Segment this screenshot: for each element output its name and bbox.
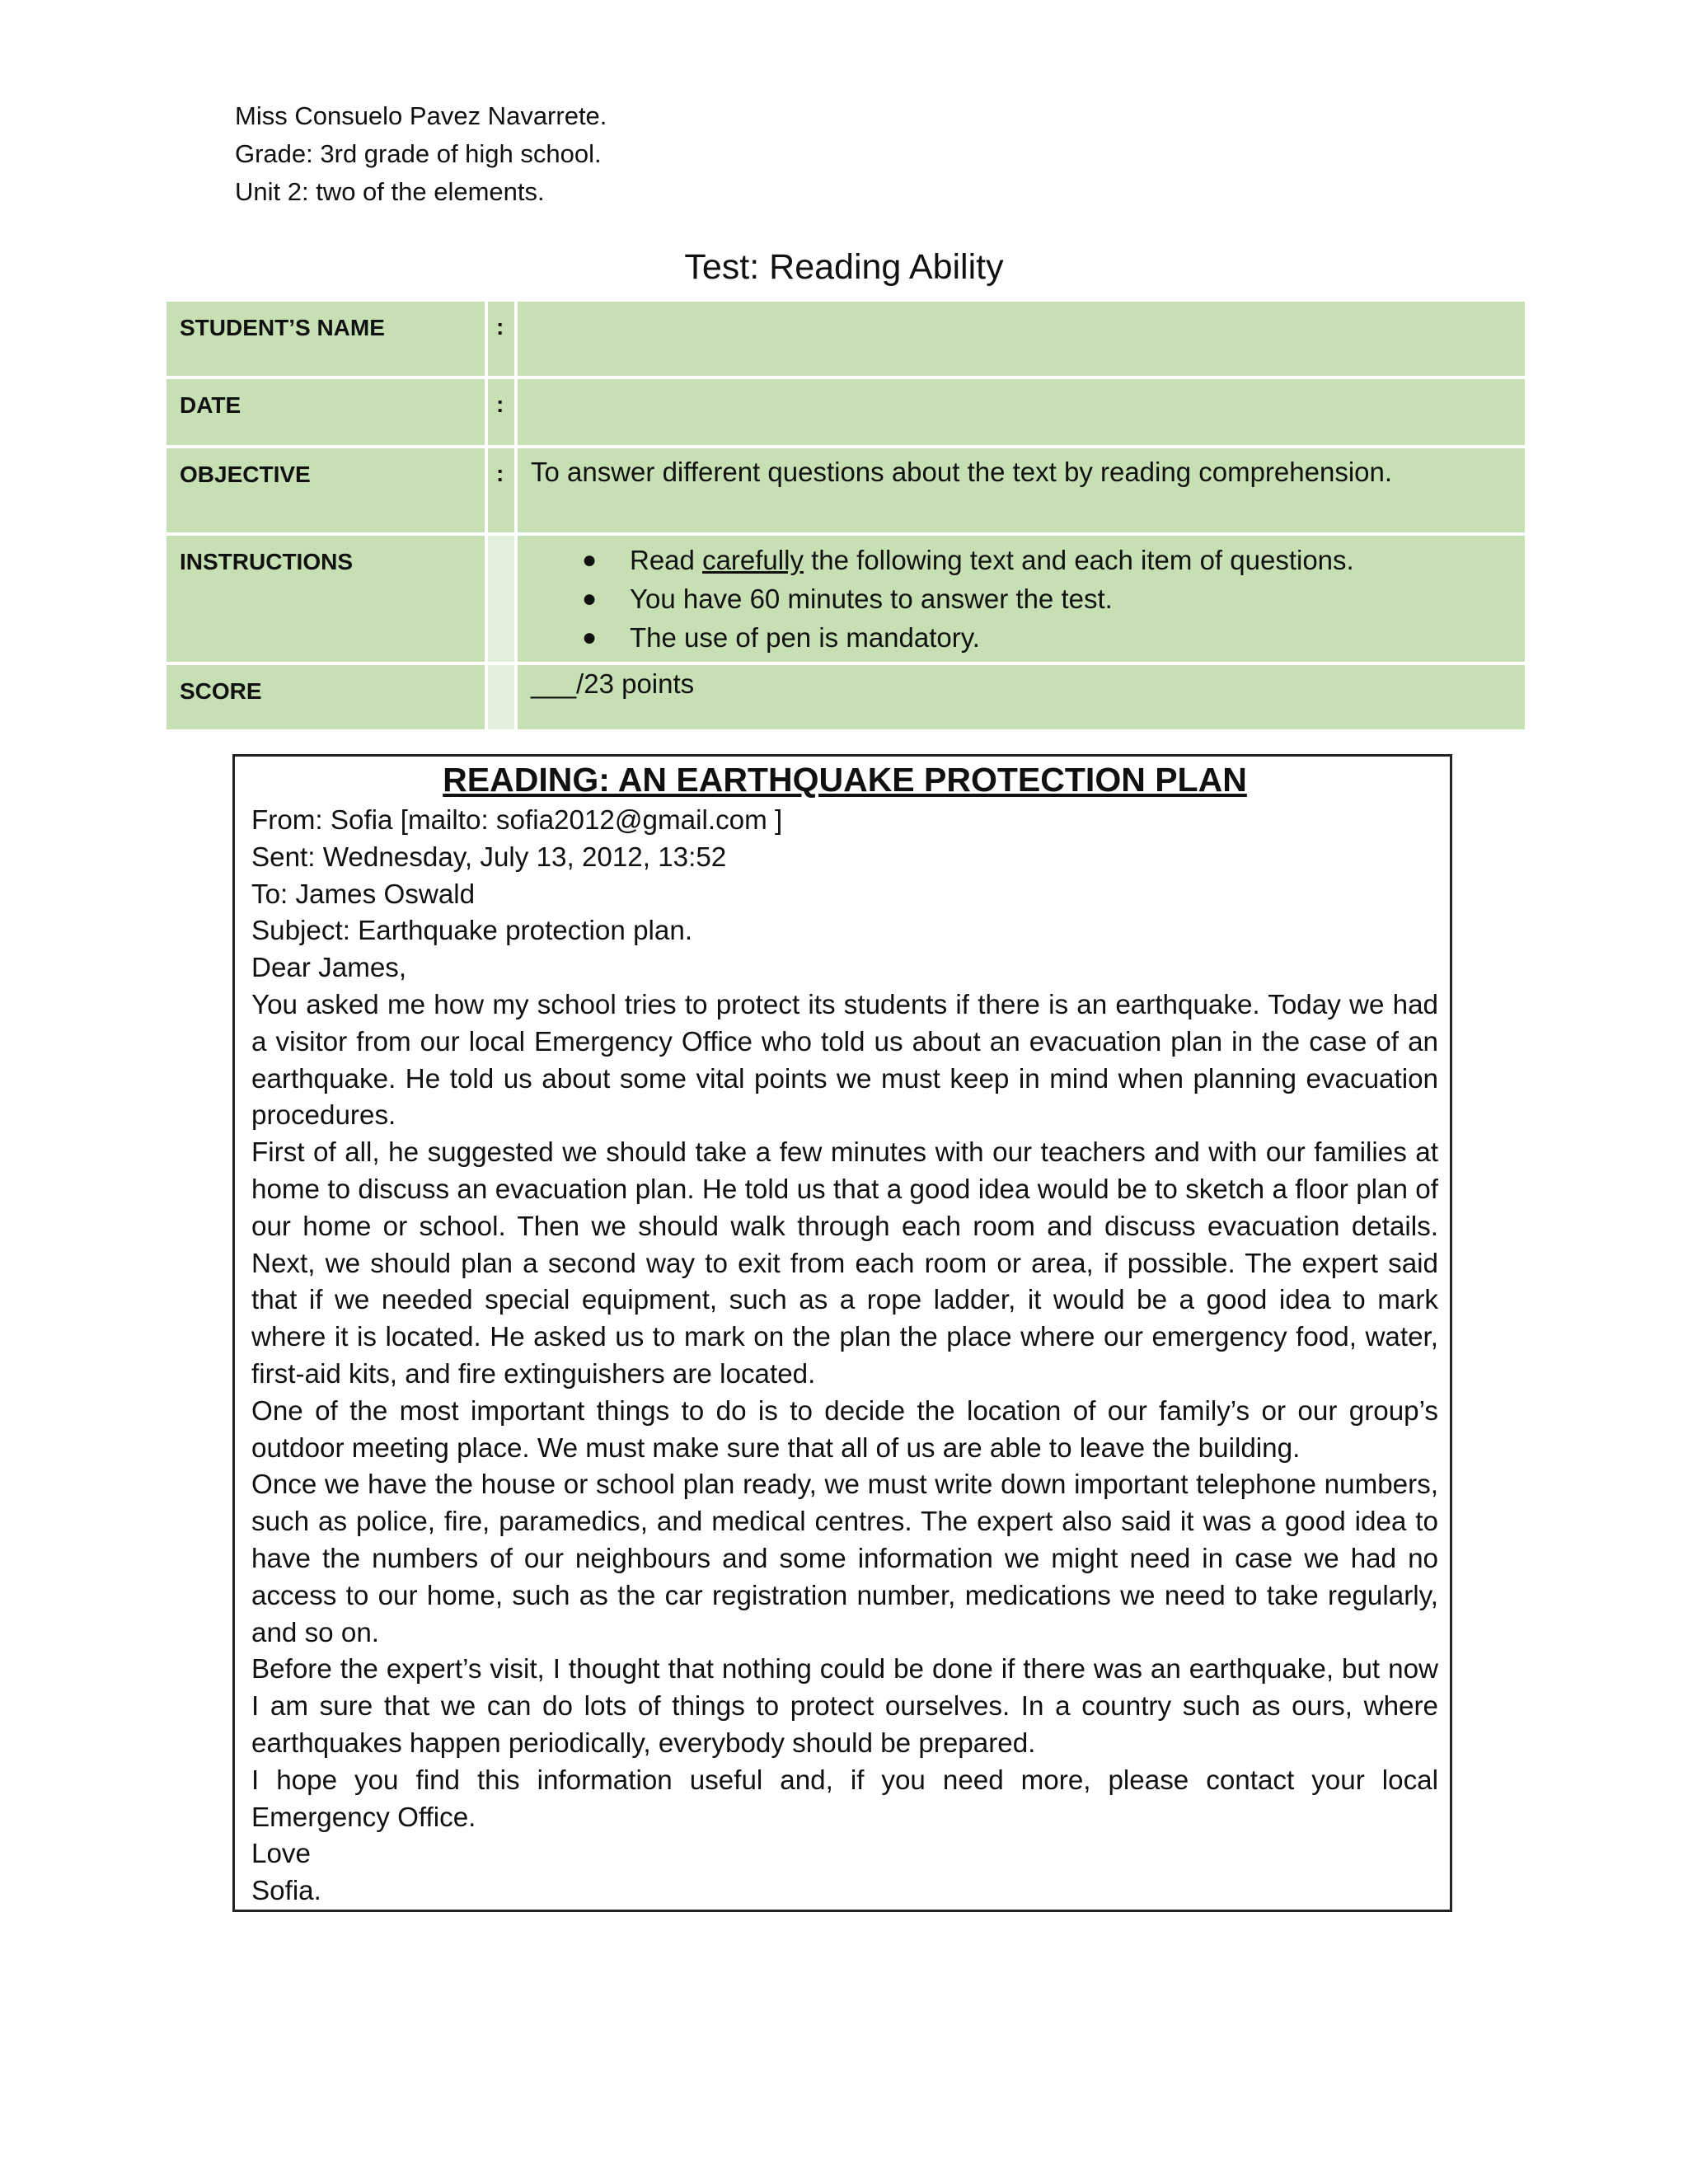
- reading-title: READING: AN EARTHQUAKE PROTECTION PLAN: [443, 761, 1247, 799]
- email-to: To: James Oswald: [251, 879, 476, 910]
- student-name-row: [166, 302, 1525, 376]
- score-field: ___/23 points: [518, 665, 1525, 729]
- paragraph: You asked me how my school tries to protect its students if there is an earthquake. Today we had a visitor from our local Emergency Office who told us about an evacuation plan in the case of an earthquake. He told us about some vital points we must keep in mind when planning evacuation procedures.: [251, 989, 1438, 1132]
- objective-text: To answer different questions about the text by reading comprehension.: [518, 448, 1525, 532]
- colon-separator-empty: [488, 536, 514, 662]
- instructions-list: [531, 541, 1512, 657]
- colon-separator: :: [488, 302, 514, 376]
- email-closing: Love: [251, 1839, 311, 1870]
- list-item: ● The use of pen is mandatory.: [630, 618, 1512, 657]
- score-label: SCORE: [166, 665, 485, 729]
- paragraph: Once we have the house or school plan ready, we must write down important telephone numbers, such as police, fire, paramedics, and medical centres. The expert also said it was a good idea to have the numbers of our neighbours and some information we might need in case we had no access to our home, such as the car registration number, medications we need to take regularly, and so on.: [251, 1469, 1438, 1648]
- objective-label: OBJECTIVE: [166, 448, 485, 532]
- instructions-row: [166, 536, 1525, 662]
- colon-separator: :: [488, 448, 514, 532]
- emphasis-carefully: carefully: [702, 545, 804, 575]
- objective-row: [166, 448, 1525, 532]
- email-sent: Sent: Wednesday, July 13, 2012, 13:52: [251, 841, 727, 873]
- date-field[interactable]: [518, 379, 1525, 445]
- paragraph: I hope you find this information useful and, if you need more, please contact your local Emergency Office.: [251, 1765, 1438, 1833]
- colon-separator-empty: [488, 665, 514, 729]
- bullet-icon: ●: [582, 546, 598, 574]
- student-name-field[interactable]: [518, 302, 1525, 376]
- teacher-name: Miss Consuelo Pavez Navarrete.: [235, 101, 607, 130]
- paragraph: One of the most important things to do is to decide the location of our family’s or our group’s outdoor meeting place. We must make sure that all of us are able to leave the building.: [251, 1395, 1438, 1464]
- instructions-cell: [518, 536, 1525, 662]
- date-row: [166, 379, 1525, 445]
- bullet-icon: ●: [582, 624, 598, 651]
- list-item: ● Read carefully the following text and each item of questions.: [630, 541, 1512, 579]
- email-from: From: Sofia [mailto: sofia2012@gmail.com ]: [251, 805, 783, 836]
- test-title: Test: Reading Ability: [684, 247, 1004, 287]
- email-greeting: Dear James,: [251, 953, 407, 984]
- instructions-label: INSTRUCTIONS: [166, 536, 485, 662]
- paragraph: Before the expert’s visit, I thought that nothing could be done if there was an earthquake, but now I am sure that we can do lots of things to protect ourselves. In a country such as ours, where earthquakes happen periodically, everybody should be prepared.: [251, 1654, 1438, 1759]
- bullet-icon: ●: [582, 585, 598, 612]
- colon-separator: :: [488, 379, 514, 445]
- student-info-table: [163, 298, 1528, 733]
- student-name-label: STUDENT’S NAME: [166, 302, 485, 376]
- score-row: [166, 665, 1525, 729]
- paragraph: First of all, he suggested we should take a few minutes with our teachers and with our families at home to discuss an evacuation plan. He told us that a good idea would be to sketch a floor plan of our home or school. Then we should walk through each room and discuss evacuation details. Next, we should plan a second way to exit from each room or area, if possible. The expert said that if we needed special equipment, such as a rope ladder, it would be a good idea to mark where it is located. He asked us to mark on the plan the place where our emergency food, water, first-aid kits, and fire extinguishers are located.: [251, 1137, 1438, 1390]
- grade-line: Grade: 3rd grade of high school.: [235, 139, 602, 168]
- unit-line: Unit 2: two of the elements.: [235, 177, 545, 206]
- date-label: DATE: [166, 379, 485, 445]
- list-item: ● You have 60 minutes to answer the test.: [630, 579, 1512, 618]
- document-header: [235, 97, 607, 211]
- reading-passage-box: [232, 754, 1452, 1912]
- email-signature: Sofia.: [251, 1876, 321, 1907]
- email-subject: Subject: Earthquake protection plan.: [251, 916, 693, 947]
